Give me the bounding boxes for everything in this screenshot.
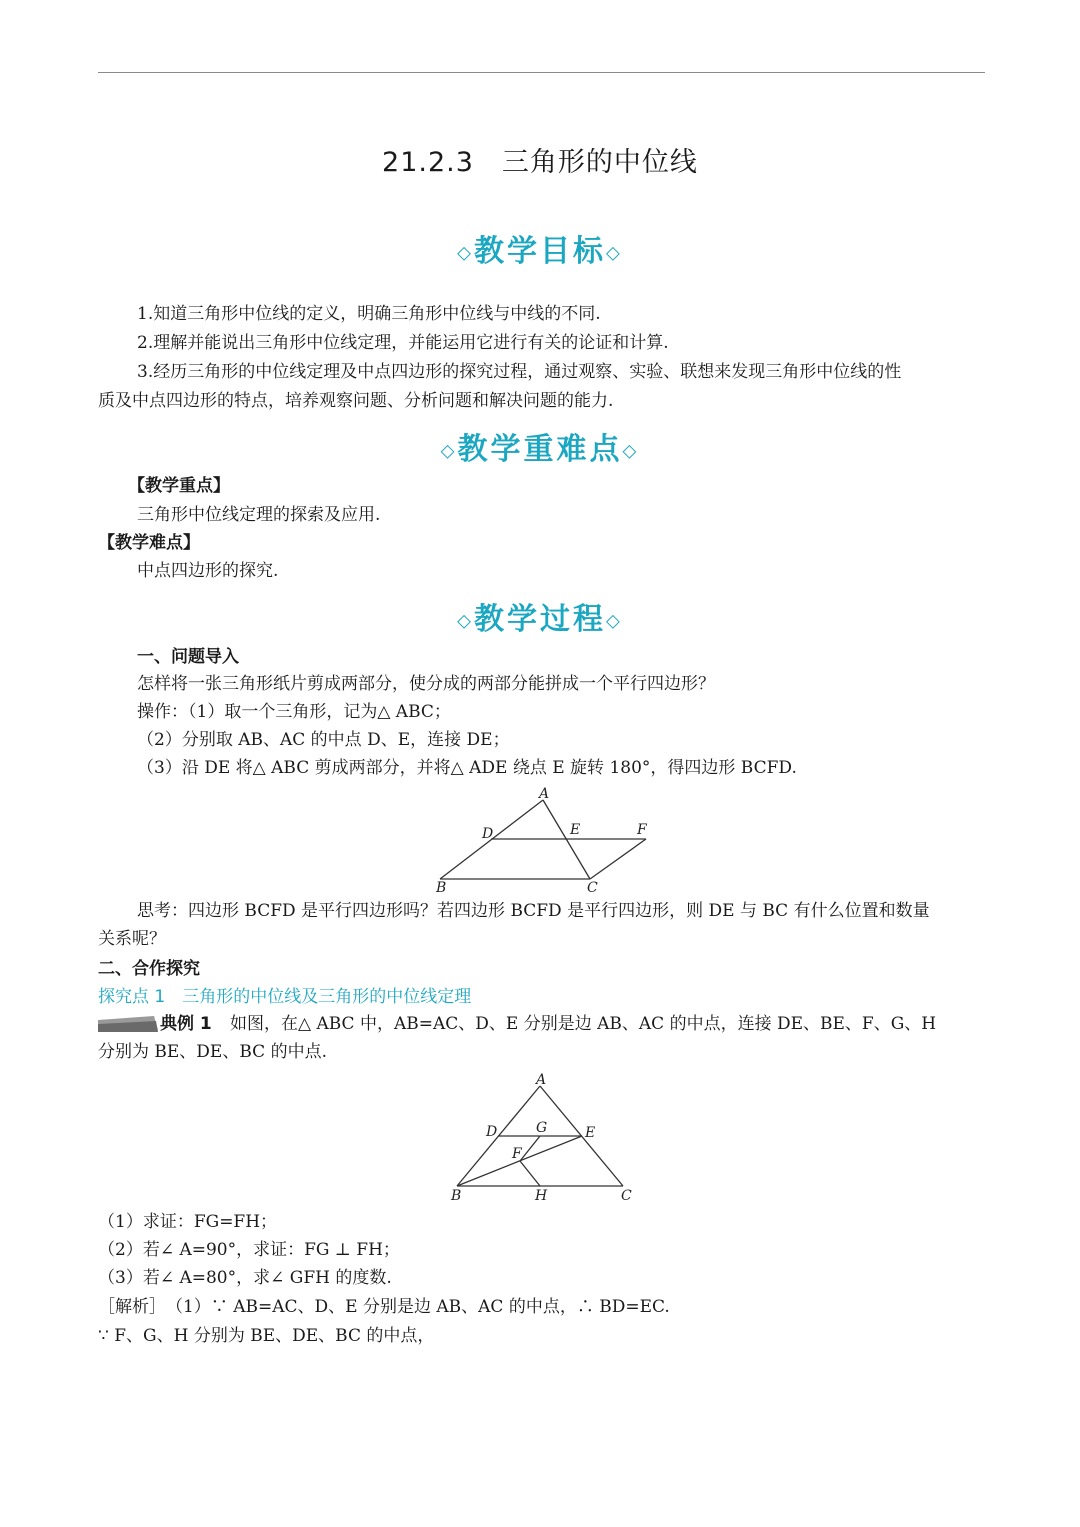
subquestion-1: （1）求证：FG=FH； <box>98 1212 278 1232</box>
header-rule <box>98 72 985 73</box>
label-d: D <box>486 1124 498 1140</box>
key-heading: 【教学重点】 <box>128 476 230 496</box>
objective-3: 3.经历三角形的中位线定理及中点四边形的探究过程，通过观察、实验、联想来发现三角形中位线的性 <box>137 362 902 382</box>
key-text: 三角形中位线定理的探索及应用. <box>137 505 381 525</box>
example-label: 典例 1 <box>160 1014 212 1034</box>
line-fh <box>520 1161 540 1186</box>
line-cf <box>590 839 646 879</box>
explore-title: 探究点 1 三角形的中位线及三角形的中位线定理 <box>98 987 472 1007</box>
operation-2: （2）分别取 AB、AC 的中点 D、E，连接 DE； <box>137 730 510 750</box>
operation-3: （3）沿 DE 将△ ABC 剪成两部分，并将△ ADE 绕点 E 旋转 180°，得四边形 BCFD. <box>137 758 797 778</box>
example-line-1: 如图，在△ ABC 中，AB=AC、D、E 分别是边 AB、AC 的中点，连接 DE、BE、F、G、H <box>230 1014 937 1034</box>
part1-title: 一、问题导入 <box>137 647 239 667</box>
subquestion-3: （3）若∠ A=80°，求∠ GFH 的度数. <box>98 1268 392 1288</box>
label-b: B <box>451 1188 462 1204</box>
think-line-1: 思考：四边形 BCFD 是平行四边形吗？若四边形 BCFD 是平行四边形，则 DE 与 BC 有什么位置和数量 <box>137 901 930 921</box>
part2-title: 二、合作探究 <box>98 959 200 979</box>
diamond-icon: ◇ <box>606 610 623 632</box>
label-d: D <box>482 826 494 842</box>
label-a: A <box>536 1072 547 1088</box>
diamond-icon: ◇ <box>606 242 623 264</box>
label-c: C <box>587 880 598 896</box>
example-line-2: 分别为 BE、DE、BC 的中点. <box>98 1042 327 1062</box>
label-f: F <box>637 822 647 838</box>
diamond-icon: ◇ <box>622 440 640 462</box>
objective-2: 2.理解并能说出三角形中位线定理，并能运用它进行有关的论证和计算. <box>137 333 669 353</box>
label-e: E <box>570 822 581 838</box>
difficult-text: 中点四边形的探究. <box>137 561 279 581</box>
label-c: C <box>621 1188 632 1204</box>
figure-parallelogram <box>425 782 665 897</box>
question-1: 怎样将一张三角形纸片剪成两部分，使分成的两部分能拼成一个平行四边形？ <box>137 674 715 694</box>
operation-1: 操作：（1）取一个三角形，记为△ ABC； <box>137 702 451 722</box>
diamond-icon: ◇ <box>457 610 474 632</box>
figure-isosceles-triangle <box>440 1070 640 1205</box>
section-key-points-label: 教学重难点 <box>457 432 623 467</box>
objective-1: 1.知道三角形中位线的定义，明确三角形中位线与中线的不同. <box>137 304 601 324</box>
analysis-line-1: ［解析］ （1）∵ AB=AC、D、E 分别是边 AB、AC 的中点，∴ BD=EC. <box>98 1297 670 1317</box>
diamond-icon: ◇ <box>457 242 474 264</box>
analysis-line-2: ∵ F、G、H 分别为 BE、DE、BC 的中点， <box>98 1326 435 1346</box>
label-h: H <box>535 1188 548 1204</box>
subquestion-2: （2）若∠ A=90°，求证：FG ⊥ FH； <box>98 1240 400 1260</box>
section-key-points <box>0 424 1080 468</box>
objective-3-cont: 质及中点四边形的特点，培养观察问题、分析问题和解决问题的能力. <box>98 391 614 411</box>
difficult-heading: 【教学难点】 <box>98 533 200 553</box>
section-process <box>0 594 1080 638</box>
section-objectives-label: 教学目标 <box>474 234 606 269</box>
label-b: B <box>436 880 447 896</box>
label-g: G <box>536 1120 548 1136</box>
example-tab-icon <box>98 1014 158 1034</box>
label-a: A <box>539 786 550 802</box>
diamond-icon: ◇ <box>440 440 458 462</box>
label-f: F <box>512 1146 522 1162</box>
section-objectives <box>0 226 1080 270</box>
section-process-label: 教学过程 <box>474 602 606 637</box>
think-line-2: 关系呢？ <box>98 929 166 949</box>
label-e: E <box>585 1125 596 1141</box>
page-title: 21.2.3 三角形的中位线 <box>382 147 698 178</box>
